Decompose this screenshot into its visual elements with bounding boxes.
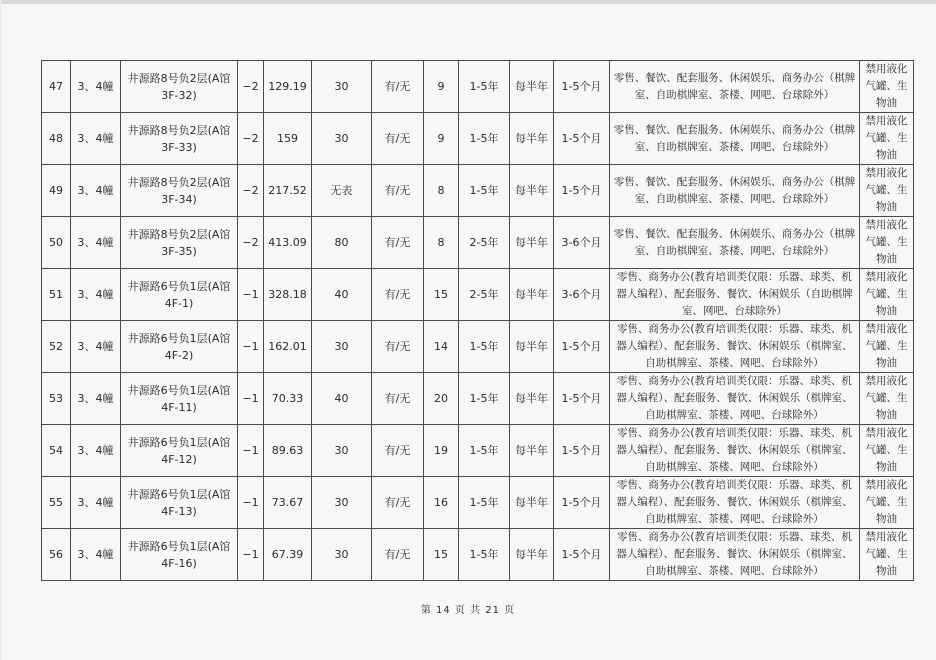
- cell-serial-no: 49: [42, 165, 71, 217]
- cell-score: 20: [424, 373, 459, 425]
- cell-lease-term: 1-5年: [459, 113, 510, 165]
- table-row: [42, 61, 914, 113]
- cell-serial-no: 56: [42, 529, 71, 581]
- cell-lease-term: 1-5年: [459, 477, 510, 529]
- cell-address: 井源路8号负2层(A馆3F-35): [121, 217, 238, 269]
- cell-payment-cycle: 每半年: [510, 113, 554, 165]
- cell-rent-free-period: 1-5个月: [554, 61, 610, 113]
- cell-lease-term: 1-5年: [459, 165, 510, 217]
- cell-restriction-note: 禁用液化气罐、生物油: [860, 113, 914, 165]
- cell-address: 井源路6号负1层(A馆4F-13): [121, 477, 238, 529]
- cell-area: 129.19: [264, 61, 312, 113]
- cell-price: 30: [312, 113, 372, 165]
- cell-rent-free-period: 3-6个月: [554, 269, 610, 321]
- cell-permitted-use: 零售、餐饮、配套服务、休闲娱乐、商务办公（棋牌室、自助棋牌室、茶楼、网吧、台球除外）: [610, 217, 860, 269]
- scan-edge-left: [0, 0, 2, 660]
- cell-payment-cycle: 每半年: [510, 217, 554, 269]
- cell-building: 3、4幢: [71, 217, 121, 269]
- cell-restriction-note: 禁用液化气罐、生物油: [860, 269, 914, 321]
- cell-area: 217.52: [264, 165, 312, 217]
- cell-price: 30: [312, 477, 372, 529]
- cell-score: 8: [424, 217, 459, 269]
- cell-score: 9: [424, 61, 459, 113]
- cell-lease-term: 2-5年: [459, 217, 510, 269]
- cell-price: 40: [312, 269, 372, 321]
- cell-status: 有/无: [372, 477, 424, 529]
- cell-area: 162.01: [264, 321, 312, 373]
- cell-address: 井源路6号负1层(A馆4F-2): [121, 321, 238, 373]
- cell-permitted-use: 零售、商务办公(教育培训类仅限：乐器、球类、机器人编程）、配套服务、餐饮、休闲娱乐（棋牌室、自助棋牌室、茶楼、网吧、台球除外）: [610, 477, 860, 529]
- cell-area: 413.09: [264, 217, 312, 269]
- cell-address: 井源路6号负1层(A馆4F-1): [121, 269, 238, 321]
- cell-address: 井源路8号负2层(A馆3F-32): [121, 61, 238, 113]
- cell-price: 无表: [312, 165, 372, 217]
- cell-address: 井源路6号负1层(A馆4F-12): [121, 425, 238, 477]
- cell-building: 3、4幢: [71, 321, 121, 373]
- cell-price: 30: [312, 321, 372, 373]
- cell-price: 30: [312, 529, 372, 581]
- cell-payment-cycle: 每半年: [510, 373, 554, 425]
- cell-status: 有/无: [372, 217, 424, 269]
- table-row: [42, 113, 914, 165]
- table-row: [42, 477, 914, 529]
- cell-building: 3、4幢: [71, 61, 121, 113]
- cell-address: 井源路8号负2层(A馆3F-33): [121, 113, 238, 165]
- cell-price: 80: [312, 217, 372, 269]
- cell-building: 3、4幢: [71, 477, 121, 529]
- cell-floor: −2: [238, 61, 264, 113]
- cell-payment-cycle: 每半年: [510, 425, 554, 477]
- cell-address: 井源路6号负1层(A馆4F-16): [121, 529, 238, 581]
- cell-floor: −1: [238, 425, 264, 477]
- cell-floor: −2: [238, 113, 264, 165]
- cell-floor: −1: [238, 269, 264, 321]
- cell-building: 3、4幢: [71, 165, 121, 217]
- cell-serial-no: 54: [42, 425, 71, 477]
- cell-lease-term: 2-5年: [459, 269, 510, 321]
- cell-price: 40: [312, 373, 372, 425]
- cell-floor: −1: [238, 321, 264, 373]
- cell-floor: −1: [238, 373, 264, 425]
- table-row: [42, 529, 914, 581]
- cell-area: 67.39: [264, 529, 312, 581]
- cell-floor: −1: [238, 529, 264, 581]
- cell-address: 井源路8号负2层(A馆3F-34): [121, 165, 238, 217]
- cell-serial-no: 52: [42, 321, 71, 373]
- cell-score: 19: [424, 425, 459, 477]
- cell-area: 89.63: [264, 425, 312, 477]
- cell-restriction-note: 禁用液化气罐、生物油: [860, 529, 914, 581]
- cell-restriction-note: 禁用液化气罐、生物油: [860, 425, 914, 477]
- cell-lease-term: 1-5年: [459, 529, 510, 581]
- cell-status: 有/无: [372, 373, 424, 425]
- cell-payment-cycle: 每半年: [510, 529, 554, 581]
- cell-restriction-note: 禁用液化气罐、生物油: [860, 373, 914, 425]
- cell-floor: −2: [238, 217, 264, 269]
- cell-payment-cycle: 每半年: [510, 61, 554, 113]
- cell-permitted-use: 零售、商务办公(教育培训类仅限：乐器、球类、机器人编程）、配套服务、餐饮、休闲娱乐（棋牌室、自助棋牌室、茶楼、网吧、台球除外）: [610, 321, 860, 373]
- cell-status: 有/无: [372, 321, 424, 373]
- table-row: [42, 373, 914, 425]
- cell-restriction-note: 禁用液化气罐、生物油: [860, 165, 914, 217]
- cell-payment-cycle: 每半年: [510, 165, 554, 217]
- table-row: [42, 217, 914, 269]
- table-row: [42, 425, 914, 477]
- cell-lease-term: 1-5年: [459, 61, 510, 113]
- cell-permitted-use: 零售、餐饮、配套服务、休闲娱乐、商务办公（棋牌室、自助棋牌室、茶楼、网吧、台球除外）: [610, 61, 860, 113]
- cell-price: 30: [312, 61, 372, 113]
- table-body: [42, 61, 914, 581]
- cell-payment-cycle: 每半年: [510, 477, 554, 529]
- cell-permitted-use: 零售、商务办公(教育培训类仅限：乐器、球类、机器人编程）、配套服务、餐饮、休闲娱乐（棋牌室、自助棋牌室、茶楼、网吧、台球除外）: [610, 425, 860, 477]
- cell-serial-no: 53: [42, 373, 71, 425]
- cell-restriction-note: 禁用液化气罐、生物油: [860, 321, 914, 373]
- cell-price: 30: [312, 425, 372, 477]
- cell-permitted-use: 零售、商务办公(教育培训类仅限：乐器、球类、机器人编程）、配套服务、餐饮、休闲娱乐（棋牌室、自助棋牌室、茶楼、网吧、台球除外）: [610, 373, 860, 425]
- cell-area: 70.33: [264, 373, 312, 425]
- cell-serial-no: 55: [42, 477, 71, 529]
- cell-permitted-use: 零售、商务办公(教育培训类仅限：乐器、球类、机器人编程）、配套服务、餐饮、休闲娱乐（棋牌室、自助棋牌室、茶楼、网吧、台球除外）: [610, 529, 860, 581]
- cell-rent-free-period: 1-5个月: [554, 477, 610, 529]
- cell-permitted-use: 零售、餐饮、配套服务、休闲娱乐、商务办公（棋牌室、自助棋牌室、茶楼、网吧、台球除外）: [610, 113, 860, 165]
- cell-floor: −2: [238, 165, 264, 217]
- table-row: [42, 321, 914, 373]
- cell-score: 9: [424, 113, 459, 165]
- cell-status: 有/无: [372, 61, 424, 113]
- cell-rent-free-period: 1-5个月: [554, 165, 610, 217]
- cell-payment-cycle: 每半年: [510, 321, 554, 373]
- cell-rent-free-period: 1-5个月: [554, 321, 610, 373]
- cell-score: 8: [424, 165, 459, 217]
- cell-building: 3、4幢: [71, 529, 121, 581]
- cell-rent-free-period: 1-5个月: [554, 529, 610, 581]
- cell-restriction-note: 禁用液化气罐、生物油: [860, 217, 914, 269]
- cell-score: 16: [424, 477, 459, 529]
- cell-serial-no: 47: [42, 61, 71, 113]
- table-row: [42, 165, 914, 217]
- cell-status: 有/无: [372, 425, 424, 477]
- cell-address: 井源路6号负1层(A馆4F-11): [121, 373, 238, 425]
- cell-restriction-note: 禁用液化气罐、生物油: [860, 477, 914, 529]
- cell-building: 3、4幢: [71, 113, 121, 165]
- cell-area: 73.67: [264, 477, 312, 529]
- scan-edge-top: [0, 0, 936, 4]
- page-number: 第 14 页 共 21 页: [420, 605, 516, 616]
- cell-payment-cycle: 每半年: [510, 269, 554, 321]
- cell-status: 有/无: [372, 113, 424, 165]
- cell-serial-no: 50: [42, 217, 71, 269]
- cell-building: 3、4幢: [71, 425, 121, 477]
- cell-lease-term: 1-5年: [459, 321, 510, 373]
- cell-status: 有/无: [372, 529, 424, 581]
- cell-status: 有/无: [372, 165, 424, 217]
- cell-rent-free-period: 1-5个月: [554, 113, 610, 165]
- cell-restriction-note: 禁用液化气罐、生物油: [860, 61, 914, 113]
- property-table: [41, 60, 914, 581]
- cell-serial-no: 51: [42, 269, 71, 321]
- cell-area: 159: [264, 113, 312, 165]
- cell-floor: −1: [238, 477, 264, 529]
- cell-area: 328.18: [264, 269, 312, 321]
- cell-serial-no: 48: [42, 113, 71, 165]
- cell-score: 15: [424, 269, 459, 321]
- cell-building: 3、4幢: [71, 373, 121, 425]
- table-row: [42, 269, 914, 321]
- cell-status: 有/无: [372, 269, 424, 321]
- cell-rent-free-period: 3-6个月: [554, 217, 610, 269]
- cell-permitted-use: 零售、餐饮、配套服务、休闲娱乐、商务办公（棋牌室、自助棋牌室、茶楼、网吧、台球除外）: [610, 165, 860, 217]
- cell-rent-free-period: 1-5个月: [554, 425, 610, 477]
- cell-score: 15: [424, 529, 459, 581]
- cell-lease-term: 1-5年: [459, 373, 510, 425]
- cell-rent-free-period: 1-5个月: [554, 373, 610, 425]
- cell-permitted-use: 零售、商务办公(教育培训类仅限：乐器、球类、机器人编程）、配套服务、餐饮、休闲娱乐（自助棋牌室、网吧、台球除外）: [610, 269, 860, 321]
- cell-building: 3、4幢: [71, 269, 121, 321]
- cell-lease-term: 1-5年: [459, 425, 510, 477]
- cell-score: 14: [424, 321, 459, 373]
